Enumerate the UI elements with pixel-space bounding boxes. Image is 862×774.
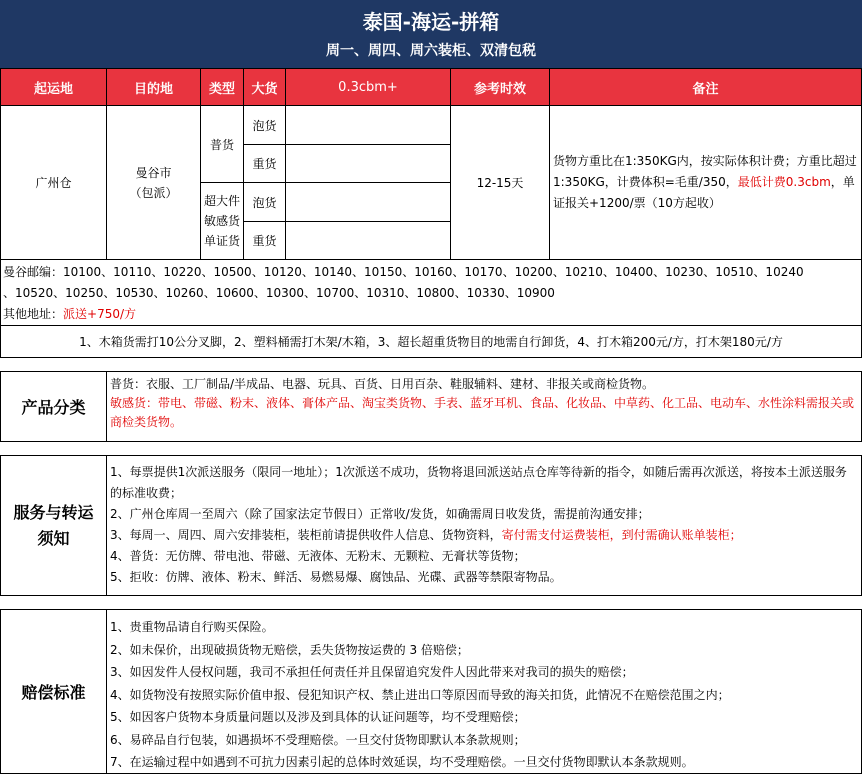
dest-cell <box>106 105 201 260</box>
volume-cell-3 <box>285 182 451 222</box>
compensation-item: 7、在运输过程中如遇到不可抗力因素引起的总体时效延误，均不受理赔偿。一旦交付货物即默认本条款规则。 <box>110 755 694 769</box>
sub-foam-1: 泡货 <box>243 105 286 145</box>
compensation-item: 6、易碎品自行包装，如遇损坏不受理赔偿。一旦交付货物即默认本条款规则； <box>110 732 526 747</box>
col-header-bulk: 大货 <box>243 68 286 106</box>
volume-cell-4 <box>285 221 451 260</box>
type-general: 普货 <box>200 105 244 183</box>
note-cell <box>549 105 862 260</box>
type-special-line: 单证货 <box>203 234 240 248</box>
col-header-origin: 起运地 <box>0 68 107 106</box>
col-header-dest: 目的地 <box>106 68 201 106</box>
type-special <box>200 182 244 260</box>
service-item: 2、广州仓库周一至周六（除了国家法定节假日）正常收/发货，如确需周日收发货，需提前沟通安排； <box>110 507 650 521</box>
compensation-item: 2、如未保价，出现破损货物无赔偿，丢失货物按运费的 3 倍赔偿； <box>110 642 469 657</box>
service-item: 3、每周一、周四、周六安排装柜，装柜前请提供收件人信息、货物资料，寄付需支付运费装柜，到付需确认账单装柜； <box>110 528 742 542</box>
volume-cell-2 <box>285 144 451 183</box>
product-general: 普货：衣服、工厂制品/半成品、电器、玩具、百货、日用百杂、鞋服辅料、建材、非报关或商检货物。 <box>110 377 655 391</box>
type-special-line: 敏感货 <box>203 214 240 228</box>
compensation-section-title: 赔偿标准 <box>0 609 107 774</box>
type-special-line: 超大件 <box>203 194 240 208</box>
product-section-body <box>106 371 862 442</box>
postcode-block <box>0 259 862 326</box>
col-header-time: 参考时效 <box>450 68 550 106</box>
wood-packing-note: 1、木箱货需打10公分叉脚，2、塑料桶需打木架/木箱，3、超长超重货物目的地需自行卸货，4、打木箱200元/方，打木架180元/方 <box>0 325 862 358</box>
compensation-item: 4、如货物没有按照实际价值申报、侵犯知识产权、禁止进出口等原因而导致的海关扣货，此情况不在赔偿范围之内； <box>110 687 730 702</box>
volume-cell-1 <box>285 105 451 145</box>
sub-heavy-2: 重货 <box>243 221 286 260</box>
col-header-note: 备注 <box>549 68 862 106</box>
note-min-charge: 最低计费0.3cbm <box>737 175 831 189</box>
sub-heavy-1: 重货 <box>243 144 286 183</box>
note-text: 货物方重比在1:350KG内，按实际体积计费；方重比超过1:350KG，计费体积=毛重/350， <box>553 154 857 189</box>
compensation-item: 1、贵重物品请自行购买保险。 <box>110 620 274 634</box>
service-section-body <box>106 455 862 596</box>
product-sensitive: 敏感货：带电、带磁、粉末、液体、膏体产品、淘宝类货物、手表、蓝牙耳机、食品、化妆品、中草药、化工品、电动车、水性涂料需报关或商检类货物。 <box>110 396 855 429</box>
compensation-item: 3、如因发件人侵权问题，我司不承担任何责任并且保留追究发件人因此带来对我司的损失的赔偿； <box>110 665 634 679</box>
service-title-line: 须知 <box>37 528 70 548</box>
postcode-line: 曼谷邮编：10100、10110、10220、10500、10120、10140、10150、10160、10170、10200、10210、10400、10230、10510、10240 <box>3 265 804 279</box>
origin-cell: 广州仓 <box>0 105 107 260</box>
postcode-line: 、10520、10250、10530、10260、10600、10300、10700、10310、10800、10330、10900 <box>3 286 555 300</box>
time-cell: 12-15天 <box>450 105 550 260</box>
other-address-label: 其他地址： <box>3 307 64 321</box>
service-section-title <box>0 455 107 596</box>
service-item: 4、普货：无仿牌、带电池、带磁、无液体、无粉末、无颗粒、无膏状等货物； <box>110 549 526 563</box>
service-item: 1、每票提供1次派送服务（限同一地址）；1次派送不成功，货物将退回派送站点仓库等待新的指令，如随后需再次派送，将按本土派送服务的标准收费； <box>110 465 847 500</box>
col-header-volume: 0.3cbm+ <box>285 68 451 106</box>
dest-delivery: （包派） <box>129 185 178 200</box>
page-header <box>0 0 862 68</box>
page-subtitle: 周一、周四、周六装柜、双清包税 <box>326 43 536 59</box>
sub-foam-2: 泡货 <box>243 182 286 222</box>
service-title-line: 服务与转运 <box>13 502 94 522</box>
product-section-title: 产品分类 <box>0 371 107 442</box>
compensation-item: 5、如因客户货物本身质量问题以及涉及到具体的认证问题等，均不受理赔偿； <box>110 710 526 724</box>
other-address-fee: 派送+750/方 <box>63 307 137 321</box>
dest-city: 曼谷市 <box>135 165 172 180</box>
service-item: 5、拒收：仿牌、液体、粉末、鲜活、易燃易爆、腐蚀品、光碟、武器等禁限寄物品。 <box>110 570 562 584</box>
page-title: 泰国-海运-拼箱 <box>362 10 500 34</box>
col-header-type: 类型 <box>200 68 244 106</box>
note-text-2: ，单证报关+1200/票（10方起收） <box>553 175 855 210</box>
compensation-section-body <box>106 609 862 774</box>
